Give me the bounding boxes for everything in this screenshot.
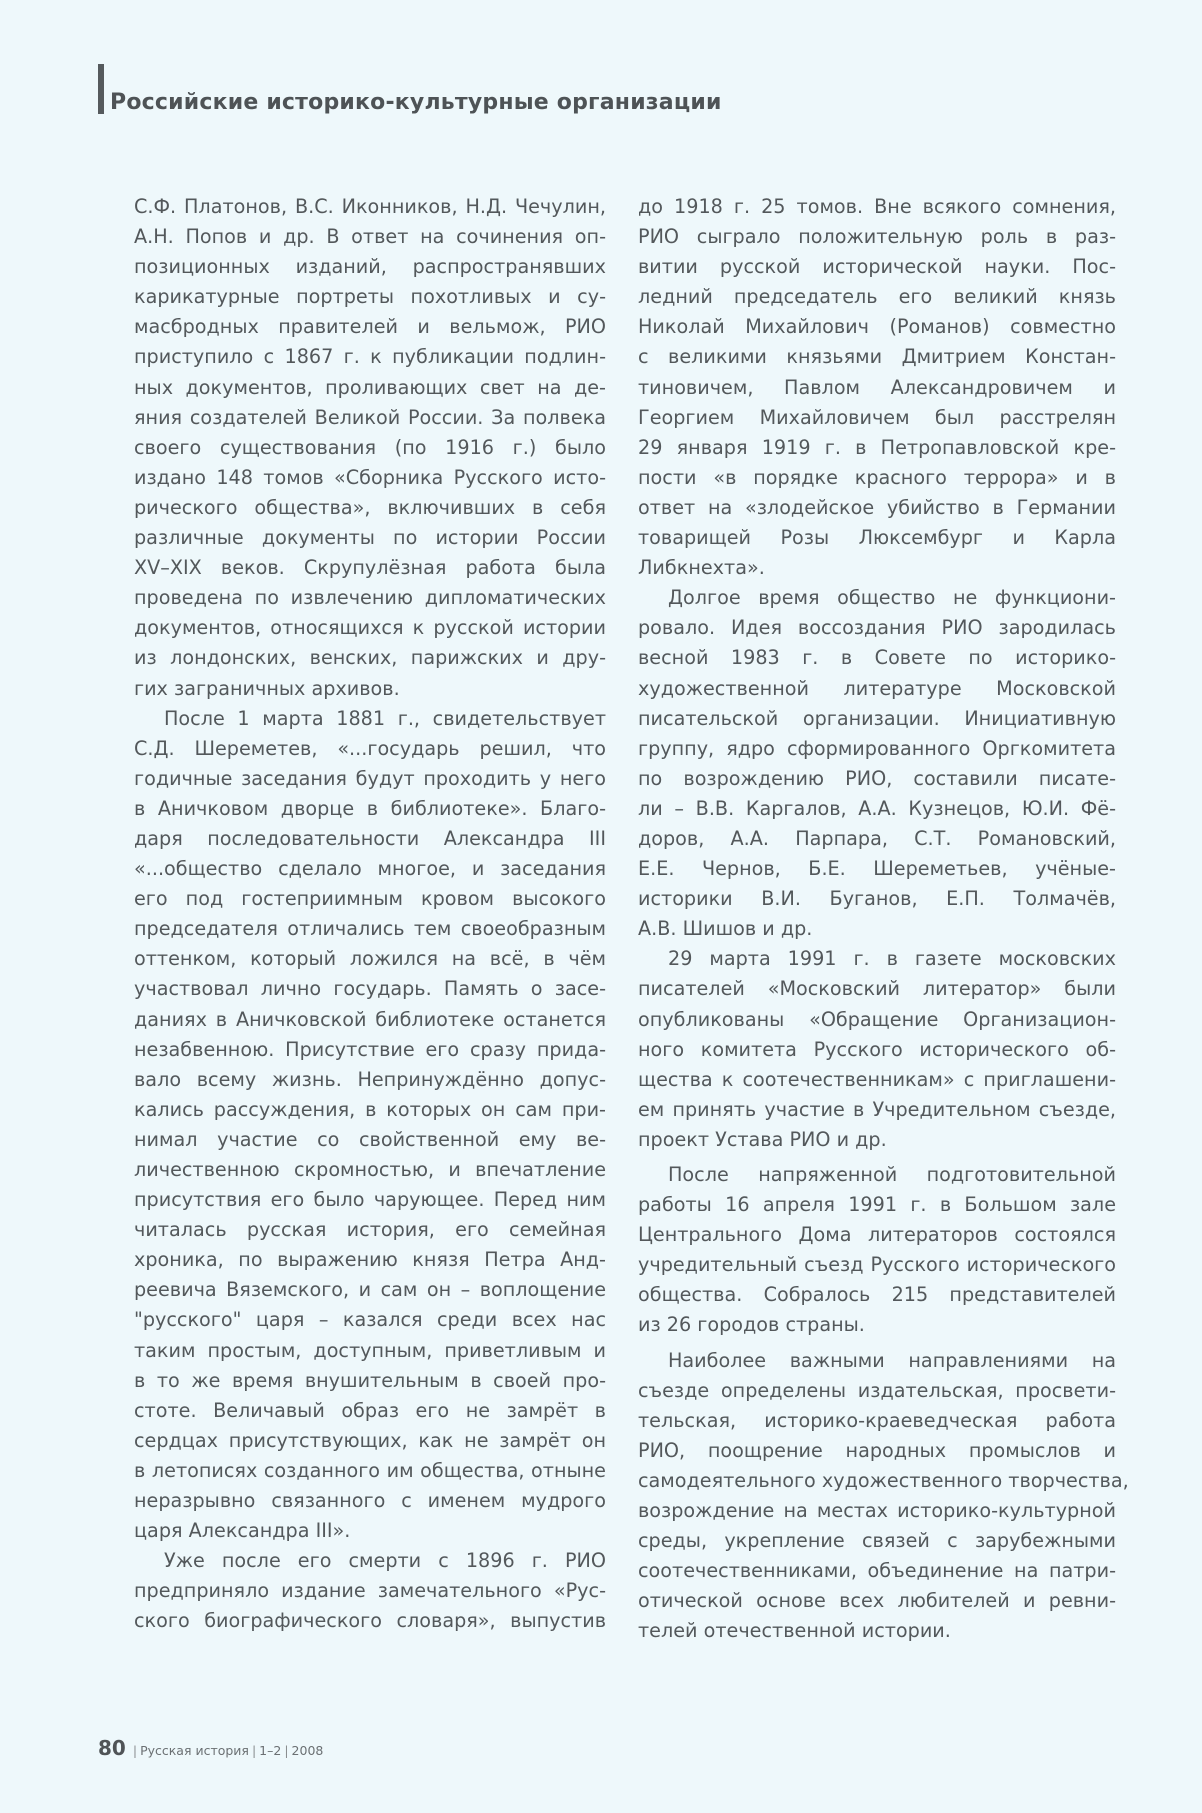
text-line: проведена по извлечению дипломатических bbox=[134, 586, 606, 610]
text-line: Центрального Дома литераторов состоялся bbox=[638, 1223, 1116, 1247]
text-line: После 1 марта 1881 г., свидетельствует bbox=[164, 706, 606, 730]
text-line: работы 16 апреля 1991 г. в Большом зале bbox=[638, 1193, 1116, 1217]
text-line: гих заграничных архивов. bbox=[134, 676, 400, 700]
text-line: учредительный съезд Русского исторического bbox=[638, 1253, 1116, 1277]
text-line: отической основе всех любителей и ревни- bbox=[638, 1589, 1116, 1613]
footer-separator: | bbox=[132, 1743, 138, 1758]
text-column-right bbox=[638, 192, 1129, 1647]
text-line: щества к соотечественникам» с приглашени- bbox=[638, 1067, 1116, 1091]
text-line: своего существования (по 1916 г.) было bbox=[134, 435, 606, 459]
text-line: годичные заседания будут проходить у него bbox=[134, 766, 606, 790]
text-line: присутствия его было чарующее. Перед ним bbox=[134, 1188, 606, 1212]
text-line: участвовал лично государь. Память о засе- bbox=[134, 977, 606, 1001]
issue-number: 1–2 bbox=[259, 1743, 282, 1758]
text-line: 29 января 1919 г. в Петропавловской кре- bbox=[638, 435, 1116, 459]
footer-separator: | bbox=[284, 1743, 289, 1758]
text-line: карикатурные портреты похотливых и су- bbox=[134, 285, 606, 309]
text-line: «...общество сделало многое, и заседания bbox=[134, 857, 606, 881]
text-line: А.Н. Попов и др. В ответ на сочинения оп- bbox=[134, 225, 606, 249]
text-line: оттенком, который ложился на всё, в чём bbox=[134, 947, 606, 971]
text-line: соотечественниками, объединение на патри- bbox=[638, 1559, 1116, 1583]
footer-separator: | bbox=[251, 1743, 257, 1758]
text-line: таким простым, доступным, приветливым и bbox=[134, 1338, 606, 1362]
text-line: 29 марта 1991 г. в газете московских bbox=[668, 947, 1116, 971]
text-line: РИО, поощрение народных промыслов и bbox=[638, 1438, 1116, 1462]
text-line: из лондонских, венских, парижских и дру- bbox=[134, 646, 606, 670]
text-line: Николай Михайлович (Романов) совместно bbox=[638, 315, 1116, 339]
text-line: в Аничковом дворце в библиотеке». Благо- bbox=[134, 796, 606, 820]
text-line: Наиболее важными направлениями на bbox=[668, 1348, 1116, 1372]
text-line: реевича Вяземского, и сам он – воплощение bbox=[134, 1278, 606, 1302]
text-line: ровало. Идея воссоздания РИО зародилась bbox=[638, 616, 1116, 640]
text-line: "русского" царя – казался среди всех нас bbox=[134, 1308, 606, 1332]
text-line: группу, ядро сформированного Оргкомитета bbox=[638, 736, 1116, 760]
text-line: его под гостеприимным кровом высокого bbox=[134, 887, 606, 911]
text-line: Е.Е. Чернов, Б.Е. Шереметьев, учёные- bbox=[638, 857, 1116, 881]
text-line: вало всему жизнь. Непринуждённо допус- bbox=[134, 1067, 606, 1091]
text-line: незабвенною. Присутствие его сразу прида- bbox=[134, 1037, 606, 1061]
text-line: пости «в порядке красного террора» и в bbox=[638, 465, 1116, 489]
page-number: 80 bbox=[98, 1736, 126, 1760]
text-line: из 26 городов страны. bbox=[638, 1313, 865, 1337]
text-line: различные документы по истории России bbox=[134, 526, 606, 550]
text-line: писателей «Московский литератор» были bbox=[638, 977, 1116, 1001]
header-accent-bar bbox=[98, 64, 104, 114]
text-line: даниях в Аничковской библиотеке останется bbox=[134, 1007, 606, 1031]
text-line: документов, относящихся к русской истории bbox=[134, 616, 606, 640]
text-line: издано 148 томов «Сборника Русского исто- bbox=[134, 465, 606, 489]
text-line: С.Д. Шереметев, «...государь решил, что bbox=[134, 736, 606, 760]
text-line: царя Александра III». bbox=[134, 1519, 351, 1543]
text-line: ем принять участие в Учредительном съезде, bbox=[638, 1097, 1116, 1121]
text-line: сердцах присутствующих, как не замрёт он bbox=[134, 1428, 606, 1452]
text-column-left bbox=[134, 192, 606, 1637]
text-line: ли – В.В. Каргалов, А.А. Кузнецов, Ю.И. Фё- bbox=[638, 796, 1116, 820]
text-line: яния создателей Великой России. За полвека bbox=[134, 405, 606, 429]
text-line: ных документов, проливающих свет на де- bbox=[134, 375, 606, 399]
text-line: среды, укрепление связей с зарубежными bbox=[638, 1529, 1116, 1553]
text-line: Георгием Михайловичем был расстрелян bbox=[638, 405, 1116, 429]
text-line: писательской организации. Инициативную bbox=[638, 706, 1116, 730]
text-line: предприняло издание замечательного «Рус- bbox=[134, 1579, 606, 1603]
text-line: витии русской исторической науки. Пос- bbox=[638, 255, 1116, 279]
text-line: неразрывно связанного с именем мудрого bbox=[134, 1489, 606, 1513]
text-line: телей отечественной истории. bbox=[638, 1619, 951, 1643]
magazine-title: Русская история bbox=[140, 1743, 249, 1758]
text-line: до 1918 г. 25 томов. Вне всякого сомнения, bbox=[638, 195, 1116, 218]
section-header bbox=[98, 64, 722, 114]
text-line: ного комитета Русского исторического об- bbox=[638, 1037, 1116, 1061]
text-line: ответ на «злодейское убийство в Германии bbox=[638, 495, 1116, 519]
text-line: возрождение на местах историко-культурной bbox=[638, 1499, 1116, 1523]
text-line: А.В. Шишов и др. bbox=[638, 917, 813, 941]
text-line: рического общества», включивших в себя bbox=[134, 495, 606, 519]
text-line: историки В.И. Буганов, Е.П. Толмачёв, bbox=[638, 887, 1116, 911]
text-line: весной 1983 г. в Совете по историко- bbox=[638, 646, 1116, 670]
text-line: по возрождению РИО, составили писате- bbox=[638, 766, 1116, 790]
section-title: Российские историко-культурные организации bbox=[110, 90, 722, 115]
text-line: С.Ф. Платонов, В.С. Иконников, Н.Д. Чечулин, bbox=[134, 195, 606, 218]
text-line: После напряженной подготовительной bbox=[668, 1163, 1116, 1186]
text-line: в то же время внушительным в своей про- bbox=[134, 1368, 606, 1392]
text-line: кались рассуждения, в которых он сам при- bbox=[134, 1097, 606, 1121]
text-line: общества. Собралось 215 представителей bbox=[638, 1283, 1116, 1307]
text-line: масбродных правителей и вельмож, РИО bbox=[134, 315, 606, 339]
text-line: читалась русская история, его семейная bbox=[134, 1218, 606, 1242]
text-line: съезде определены издательская, просвети- bbox=[638, 1378, 1116, 1402]
text-line: самодеятельного художественного творчества, bbox=[638, 1468, 1129, 1492]
text-line: председателя отличались тем своеобразным bbox=[134, 917, 606, 941]
text-line: Либкнехта». bbox=[638, 556, 765, 580]
text-line: даря последовательности Александра III bbox=[134, 826, 606, 850]
text-line: Уже после его смерти с 1896 г. РИО bbox=[164, 1549, 606, 1573]
text-line: доров, А.А. Парпара, С.Т. Романовский, bbox=[638, 826, 1116, 850]
text-line: товарищей Розы Люксембург и Карла bbox=[638, 526, 1116, 550]
text-line: стоте. Величавый образ его не замрёт в bbox=[134, 1398, 606, 1422]
issue-year: 2008 bbox=[291, 1743, 324, 1758]
text-line: нимал участие со свойственной ему ве- bbox=[134, 1127, 606, 1151]
text-line: приступило с 1867 г. к публикации подлин- bbox=[134, 345, 606, 369]
text-line: хроника, по выражению князя Петра Анд- bbox=[134, 1248, 606, 1272]
text-line: проект Устава РИО и др. bbox=[638, 1127, 887, 1151]
text-line: с великими князьями Дмитрием Констан- bbox=[638, 345, 1116, 369]
text-line: Долгое время общество не функциони- bbox=[668, 586, 1116, 610]
text-line: РИО сыграло положительную роль в раз- bbox=[638, 225, 1116, 249]
text-line: тиновичем, Павлом Александровичем и bbox=[638, 375, 1116, 399]
page-footer bbox=[98, 1736, 323, 1760]
text-line: личественною скромностью, и впечатление bbox=[134, 1158, 606, 1181]
text-line: XV–XIX веков. Скрупулёзная работа была bbox=[134, 556, 606, 580]
text-line: ского биографического словаря», выпустив bbox=[134, 1609, 606, 1633]
text-line: тельская, историко-краеведческая работа bbox=[638, 1408, 1116, 1432]
text-line: художественной литературе Московской bbox=[638, 676, 1116, 700]
text-line: опубликованы «Обращение Организацион- bbox=[638, 1007, 1116, 1031]
text-line: в летописях созданного им общества, отныне bbox=[134, 1458, 606, 1482]
text-line: позиционных изданий, распространявших bbox=[134, 255, 606, 279]
text-line: ледний председатель его великий князь bbox=[638, 285, 1116, 309]
